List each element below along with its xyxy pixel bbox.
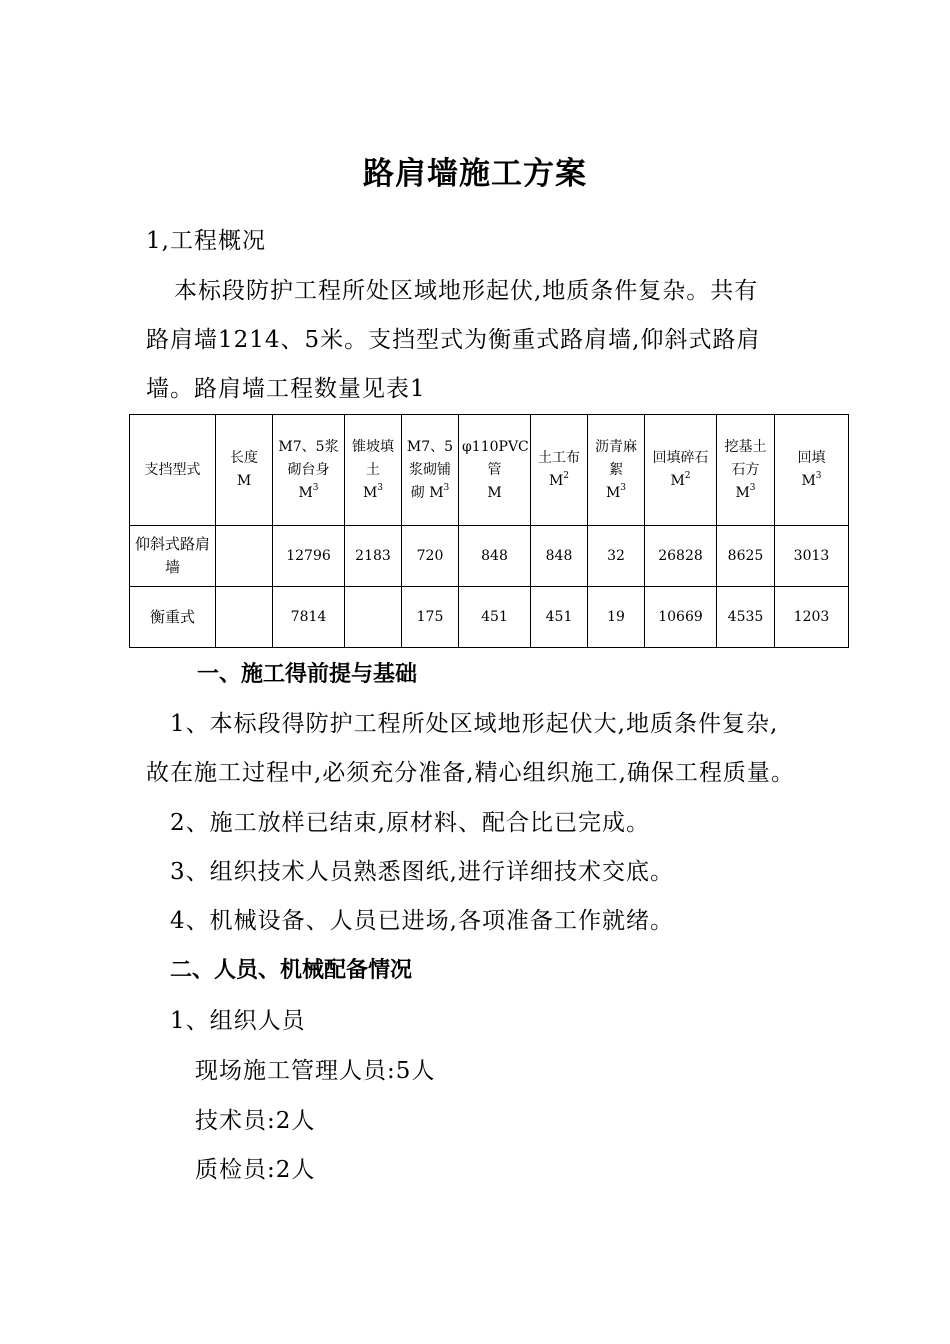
header-geotextile: 土工布 $M^2$ xyxy=(531,415,588,526)
header-masonry-body: M7、5浆砌台身 $M^3$ xyxy=(273,415,345,526)
table-cell: 26828 xyxy=(645,526,717,587)
overview-line-1: 本标段防护工程所处区域地形起伏,地质条件复杂。共有 xyxy=(174,278,759,304)
section-2-heading: 二、人员、机械配备情况 xyxy=(170,958,413,983)
table-row xyxy=(130,526,849,587)
table-cell: 仰斜式路肩墙 xyxy=(130,526,216,587)
overview-heading: 1,工程概况 xyxy=(146,228,266,254)
table-cell: 1203 xyxy=(775,587,849,648)
overview-line-3: 墙。路肩墙工程数量见表1 xyxy=(146,376,426,402)
header-masonry-paving: M7、5浆砌铺砌 $M^3$ xyxy=(402,415,459,526)
section-1-line-4: 3、组织技术人员熟悉图纸,进行详细技术交底。 xyxy=(170,859,674,885)
table-cell: 451 xyxy=(531,587,588,648)
header-length: 长度 M xyxy=(216,415,273,526)
header-asphalt-fiber: 沥青麻絮 $M^3$ xyxy=(588,415,645,526)
table-cell xyxy=(216,526,273,587)
header-excavation: 挖基土石方 $M^3$ xyxy=(717,415,775,526)
table-cell xyxy=(216,587,273,648)
table-cell: 衡重式 xyxy=(130,587,216,648)
section-2-subheading: 1、组织人员 xyxy=(170,1008,306,1034)
table-cell: 2183 xyxy=(345,526,402,587)
table-cell: 3013 xyxy=(775,526,849,587)
table-cell: 7814 xyxy=(273,587,345,648)
header-backfill-gravel: 回填碎石 $M^2$ xyxy=(645,415,717,526)
table-cell: 4535 xyxy=(717,587,775,648)
section-1-heading: 一、施工得前提与基础 xyxy=(197,662,418,687)
table-cell: 8625 xyxy=(717,526,775,587)
section-1-line-3: 2、施工放样已结束,原材料、配合比已完成。 xyxy=(170,810,650,836)
document-title: 路肩墙施工方案 xyxy=(363,156,587,192)
table-cell xyxy=(345,587,402,648)
staff-line-2: 技术员:2人 xyxy=(195,1108,316,1134)
table-cell: 720 xyxy=(402,526,459,587)
table-cell: 848 xyxy=(459,526,531,587)
table-cell: 19 xyxy=(588,587,645,648)
table-header-row xyxy=(130,415,849,526)
section-1-line-2: 故在施工过程中,必须充分准备,精心组织施工,确保工程质量。 xyxy=(146,760,795,786)
header-cone-fill: 锥坡填土 $M^3$ xyxy=(345,415,402,526)
section-1-line-5: 4、机械设备、人员已进场,各项准备工作就绪。 xyxy=(170,908,674,934)
table-cell: 175 xyxy=(402,587,459,648)
table-cell: 848 xyxy=(531,526,588,587)
table-cell: 32 xyxy=(588,526,645,587)
header-backfill: 回填 $M^3$ xyxy=(775,415,849,526)
table-cell: 12796 xyxy=(273,526,345,587)
staff-line-3: 质检员:2人 xyxy=(195,1157,316,1183)
staff-line-1: 现场施工管理人员:5人 xyxy=(195,1058,436,1084)
header-pvc-pipe: φ110PVC管 M xyxy=(459,415,531,526)
table-cell: 10669 xyxy=(645,587,717,648)
table-cell: 451 xyxy=(459,587,531,648)
section-1-line-1: 1、本标段得防护工程所处区域地形起伏大,地质条件复杂, xyxy=(170,711,779,737)
overview-line-2: 路肩墙1214、5米。支挡型式为衡重式路肩墙,仰斜式路肩 xyxy=(146,327,761,353)
header-type: 支挡型式 xyxy=(130,415,216,526)
quantity-table xyxy=(129,414,849,648)
table-row xyxy=(130,587,849,648)
